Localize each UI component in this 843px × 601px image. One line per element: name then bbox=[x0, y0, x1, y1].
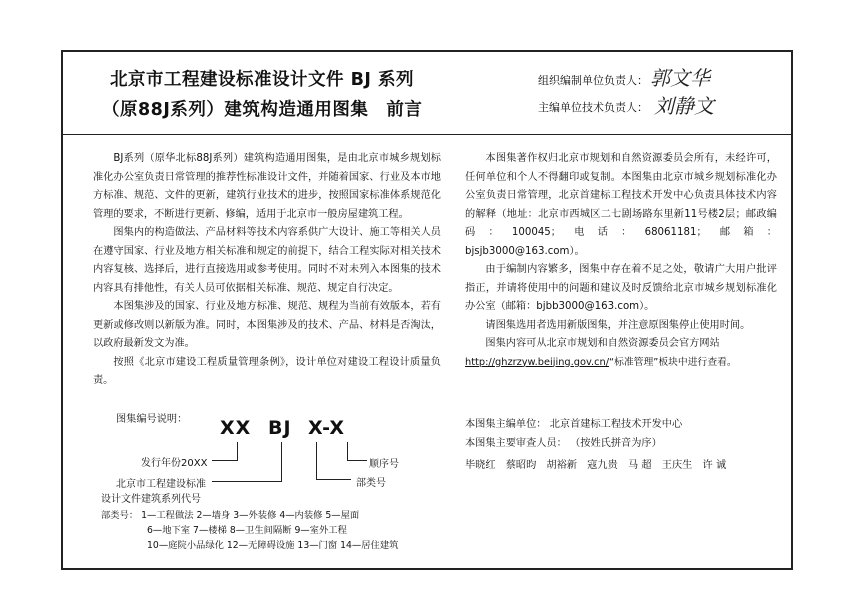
label-dept-code: 部类号 bbox=[356, 478, 386, 489]
paragraph-new-edition: 请图集选用者选用新版图集，并注意原图集停止使用时间。 bbox=[485, 319, 751, 331]
header-divider bbox=[63, 134, 791, 135]
reviewers-list: 毕晓红 蔡昭昀 胡裕新 寇九贵 马 超 王庆生 许 诚 bbox=[465, 460, 727, 471]
org-responsible-label: 组织编制单位负责人： bbox=[538, 74, 648, 87]
paragraph-standards: 本图集涉及的国家、行业及地方标准、规范、规程为当前有效版本，若有更新或修改则以新版为准。同时，本图集涉及的技术、产品、材料是否淘汰，以政府最新发文为准。 bbox=[93, 301, 441, 349]
website-line bbox=[465, 354, 777, 373]
right-text-block bbox=[465, 150, 777, 372]
paragraph-copyright: 本图集著作权归北京市规划和自然资源委员会所有，未经许可，任何单位和个人不得翻印或复制。本图集由北京市城乡规划标准化办公室负责日常管理，北京首建标工程技术开发中心负责具体技术内容的解释（地址：北京市西城区二七剧场路东里新11号楼2层；邮政编码：100045；电话：68061181；邮箱： bjsjb3000@163.com）。 bbox=[465, 153, 777, 257]
code-series-part: BJ bbox=[268, 417, 292, 439]
code-year-part: XX bbox=[220, 417, 252, 439]
numbering-title: 图集编号说明： bbox=[116, 414, 188, 425]
editor-unit: 本图集主编单位： 北京首建标工程技术开发中心 bbox=[465, 419, 683, 430]
page-title-line1: 北京市工程建设标准设计文件 BJ 系列 bbox=[110, 70, 415, 90]
connector-line bbox=[237, 442, 238, 461]
paragraph-quality: 按照《北京市建设工程质量管理条例》，设计单位对建设工程设计质量负责。 bbox=[93, 356, 441, 386]
left-text-block bbox=[93, 150, 441, 391]
connector-line bbox=[347, 460, 367, 461]
website-tail: “标准管理”板块中进行查看。 bbox=[609, 356, 737, 368]
paragraph-website: 图集内容可从北京市规划和自然资源委员会官方网站 bbox=[485, 338, 720, 349]
label-year: 发行年份20XX bbox=[141, 458, 208, 469]
paragraph-usage: 图集内的构造做法、产品材料等技术内容系供广大设计、施工等相关人员在遵守国家、行业及地方相关标准和规定的前提下，结合工程实际对相关技术内容复核、选择后，进行直接选用或参考使用。同时不对未列入本图集的技术内容具有排他性，有关人员可依据相关标准、规范、规定自行决定。 bbox=[93, 227, 441, 294]
paragraph-intro: BJ系列（原华北标88J系列）建筑构造通用图集，是由北京市城乡规划标准化办公室负责日常管理的推荐性标准设计文件，并随着国家、行业及本市地方标准、规范、文件的更新，建筑行业技术的进步，按照国家标准体系规范化管理的要求，不断进行更新、修编，适用于北京市一般房屋建筑工程。 bbox=[93, 153, 441, 220]
page-title-line2: （原88J系列）建筑构造通用图集 前言 bbox=[102, 100, 423, 120]
label-series: 设计文件建筑系列代号 bbox=[101, 494, 201, 505]
connector-line bbox=[281, 442, 282, 482]
paragraph-feedback: 由于编制内容繁多，图集中存在着不足之处，敬请广大用户批评指正，并请将使用中的问题和建议及时反馈给北京市城乡规划标准化办公室（邮箱：bjbb3000@163.com）。 bbox=[465, 264, 777, 312]
website-link[interactable]: http://ghzrzyw.beijing.gov.cn/ bbox=[465, 356, 609, 368]
connector-line bbox=[212, 481, 282, 482]
connector-line bbox=[347, 442, 348, 461]
org-signature: 郭文华 bbox=[650, 66, 710, 90]
label-beijing: 北京市工程建设标准 bbox=[116, 479, 206, 490]
tech-signature: 刘静文 bbox=[654, 94, 714, 118]
department-line: 10—庭院小品绿化 12—无障碍设施 13—门窗 14—居住建筑 bbox=[147, 540, 399, 551]
connector-line bbox=[212, 460, 238, 461]
department-line: 部类号： 1—工程做法 2—墙身 3—外装修 4—内装修 5—屋面 bbox=[101, 510, 360, 521]
connector-line bbox=[316, 479, 351, 480]
label-seq: 顺序号 bbox=[369, 459, 399, 470]
reviewers-title: 本图集主要审查人员： （按姓氏拼音为序） bbox=[465, 438, 662, 449]
code-number-part: X-X bbox=[308, 417, 346, 439]
connector-line bbox=[316, 442, 317, 480]
department-line: 6—地下室 7—楼梯 8—卫生间隔断 9—室外工程 bbox=[147, 525, 347, 536]
tech-responsible-label: 主编单位技术负责人： bbox=[538, 101, 648, 114]
